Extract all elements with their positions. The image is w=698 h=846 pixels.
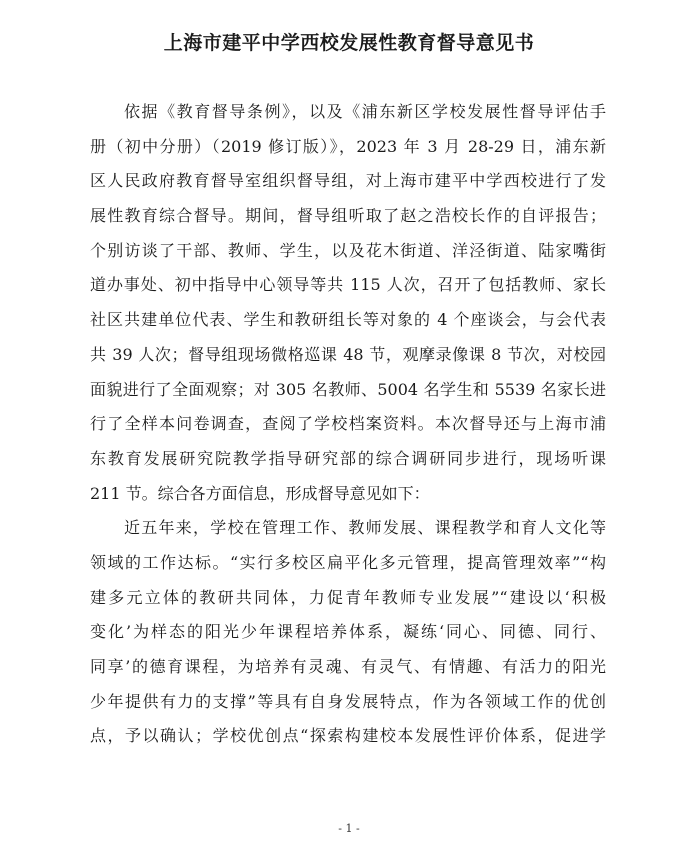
paragraph-line: 面貌进行了全面观察；对 305 名教师、5004 名学生和 5539 名家长进 [90, 379, 606, 399]
paragraph-line: 社区共建单位代表、学生和教研组长等对象的 4 个座谈会，与会代表 [90, 310, 606, 330]
paragraph-line: 211 节。综合各方面信息，形成督导意见如下： [90, 483, 430, 503]
paragraph-line: 行了全样本问卷调查，查阅了学校档案资料。本次督导还与上海市浦 [90, 414, 606, 434]
paragraph-line: 道办事处、初中指导中心领导等共 115 人次，召开了包括教师、家长 [90, 275, 606, 295]
paragraph-line: 少年提供有力的支撑”等具有自身发展特点，作为各领域工作的优创 [90, 691, 606, 711]
paragraph-line: 区人民政府教育督导室组织督导组，对上海市建平中学西校进行了发 [90, 171, 606, 191]
paragraph-line: 依据《教育督导条例》，以及《浦东新区学校发展性督导评估手 [124, 102, 606, 121]
paragraph-line: 领域的工作达标。“实行多校区扁平化多元管理，提高管理效率”“构 [90, 552, 606, 572]
paragraph-line: 同享’的德育课程，为培养有灵魂、有灵气、有情趣、有活力的阳光 [90, 657, 606, 676]
paragraph-line: 册（初中分册）（2019 修订版）》，2023 年 3 月 28-29 日，浦东新 [90, 136, 606, 156]
document-body [90, 95, 606, 754]
page-number: - 1 - [338, 822, 360, 835]
paragraph-line: 点，予以确认；学校优创点“探索构建校本发展性评价体系，促进学 [90, 726, 606, 746]
paragraph-line: 建多元立体的教研共同体，力促青年教师专业发展”“建设以‘积极 [90, 587, 606, 607]
paragraph-line: 共 39 人次；督导组现场微格巡课 48 节，观摩录像课 8 节次，对校园 [90, 344, 606, 364]
paragraph-line: 东教育发展研究院教学指导研究部的综合调研同步进行，现场听课 [90, 448, 606, 468]
paragraph-line: 变化’为样态的阳光少年课程培养体系，凝练‘同心、同德、同行、 [90, 622, 606, 642]
paragraph-line: 展性教育综合督导。期间，督导组听取了赵之浩校长作的自评报告； [90, 206, 606, 226]
paragraph-line: 近五年来，学校在管理工作、教师发展、课程教学和育人文化等 [124, 518, 606, 538]
document-title: 上海市建平中学西校发展性教育督导意见书 [163, 32, 535, 54]
paragraph-line: 个别访谈了干部、教师、学生，以及花木街道、洋泾街道、陆家嘴街 [90, 240, 606, 260]
